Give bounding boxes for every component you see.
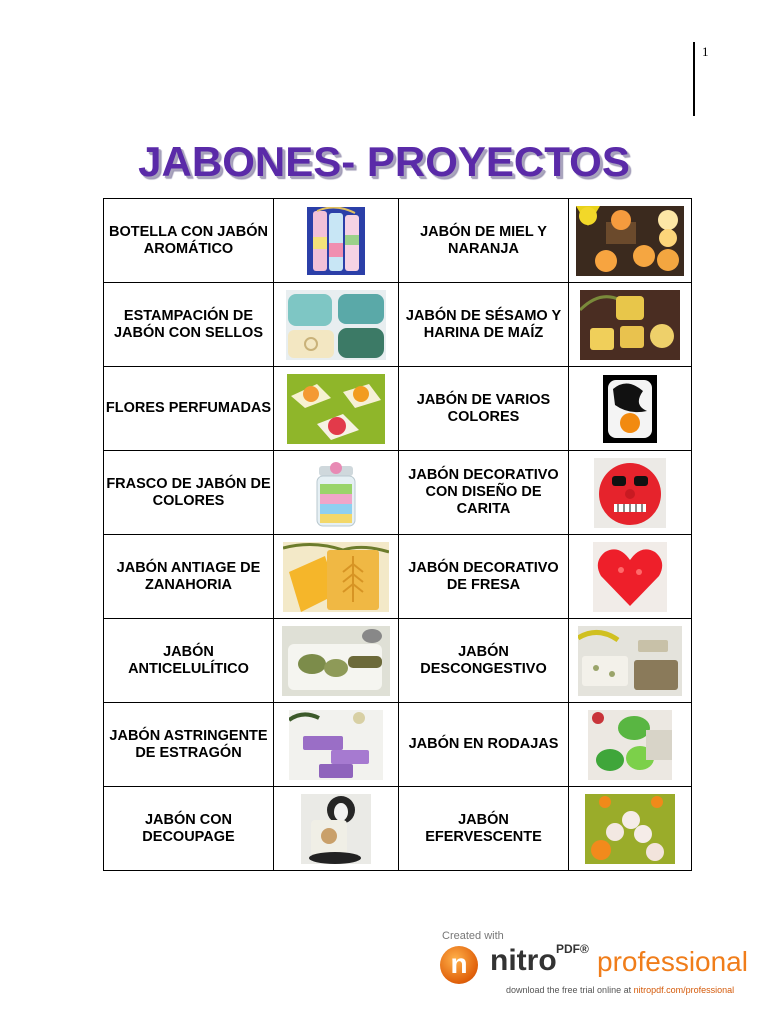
download-note bbox=[506, 985, 734, 995]
anticellulite-soap-image bbox=[282, 626, 390, 696]
project-name: JABÓN DECORATIVO DE FRESA bbox=[399, 535, 569, 619]
stamped-soap-image bbox=[286, 290, 386, 360]
project-image-cell bbox=[274, 535, 399, 619]
project-name: JABÓN ANTIAGE DE ZANAHORIA bbox=[104, 535, 274, 619]
project-name: FLORES PERFUMADAS bbox=[104, 367, 274, 451]
project-name: JABÓN ASTRINGENTE DE ESTRAGÓN bbox=[104, 703, 274, 787]
project-name: JABÓN DESCONGESTIVO bbox=[399, 619, 569, 703]
project-image-cell bbox=[274, 283, 399, 367]
project-name: JABÓN ANTICELULÍTICO bbox=[104, 619, 274, 703]
decongestant-soap-image bbox=[578, 626, 682, 696]
project-name: FRASCO DE JABÓN DE COLORES bbox=[104, 451, 274, 535]
nitro-logo-icon bbox=[440, 946, 478, 984]
table-row bbox=[104, 199, 692, 283]
table-row bbox=[104, 787, 692, 871]
sliced-soap-image bbox=[588, 710, 672, 780]
page-title: JABONES- PROYECTOS bbox=[138, 138, 630, 185]
effervescent-soap-image bbox=[585, 794, 675, 864]
project-name: JABÓN DECORATIVO CON DISEÑO DE CARITA bbox=[399, 451, 569, 535]
project-image-cell bbox=[569, 451, 692, 535]
brand-superscript: PDF® bbox=[556, 942, 589, 956]
table-row bbox=[104, 619, 692, 703]
decoupage-soap-image bbox=[301, 794, 371, 864]
sesame-cornmeal-soap-image bbox=[580, 290, 680, 360]
project-image-cell bbox=[569, 787, 692, 871]
header-rule bbox=[693, 42, 695, 116]
project-name: BOTELLA CON JABÓN AROMÁTICO bbox=[104, 199, 274, 283]
carrot-soap-image bbox=[283, 542, 389, 612]
soap-bottle-image bbox=[307, 207, 365, 275]
logo-letter: n bbox=[450, 948, 468, 979]
page-number: 1 bbox=[702, 44, 709, 59]
project-image-cell bbox=[274, 199, 399, 283]
project-name: JABÓN DE MIEL Y NARANJA bbox=[399, 199, 569, 283]
project-name: JABÓN EN RODAJAS bbox=[399, 703, 569, 787]
table-row bbox=[104, 283, 692, 367]
project-image-cell bbox=[274, 619, 399, 703]
download-link[interactable]: nitropdf.com/professional bbox=[633, 985, 735, 995]
project-image-cell bbox=[569, 283, 692, 367]
colored-soap-jar-image bbox=[311, 458, 361, 528]
table-row bbox=[104, 367, 692, 451]
strawberry-heart-soap-image bbox=[593, 542, 667, 612]
project-name: JABÓN DE VARIOS COLORES bbox=[399, 367, 569, 451]
project-image-cell bbox=[274, 367, 399, 451]
table-row bbox=[104, 451, 692, 535]
brand-name: nitro bbox=[490, 944, 557, 977]
tarragon-soap-image bbox=[289, 710, 383, 780]
created-with-label: Created with bbox=[442, 930, 504, 942]
project-image-cell bbox=[569, 367, 692, 451]
nitro-pdf-watermark bbox=[440, 930, 762, 1000]
project-name: JABÓN CON DECOUPAGE bbox=[104, 787, 274, 871]
table-row bbox=[104, 703, 692, 787]
perfumed-flowers-image bbox=[287, 374, 385, 444]
project-image-cell bbox=[274, 451, 399, 535]
smiley-face-soap-image bbox=[594, 458, 666, 528]
project-image-cell bbox=[569, 619, 692, 703]
projects-table bbox=[103, 198, 692, 871]
project-image-cell bbox=[569, 535, 692, 619]
project-image-cell bbox=[274, 703, 399, 787]
table-row bbox=[104, 535, 692, 619]
project-name: JABÓN EFERVESCENTE bbox=[399, 787, 569, 871]
project-image-cell bbox=[569, 703, 692, 787]
multicolor-soap-image bbox=[603, 375, 657, 443]
project-name: JABÓN DE SÉSAMO Y HARINA DE MAÍZ bbox=[399, 283, 569, 367]
brand-suffix: professional bbox=[597, 946, 748, 977]
project-image-cell bbox=[569, 199, 692, 283]
download-text: download the free trial online at bbox=[506, 985, 634, 995]
project-name: ESTAMPACIÓN DE JABÓN CON SELLOS bbox=[104, 283, 274, 367]
project-image-cell bbox=[274, 787, 399, 871]
honey-orange-soap-image bbox=[576, 206, 684, 276]
